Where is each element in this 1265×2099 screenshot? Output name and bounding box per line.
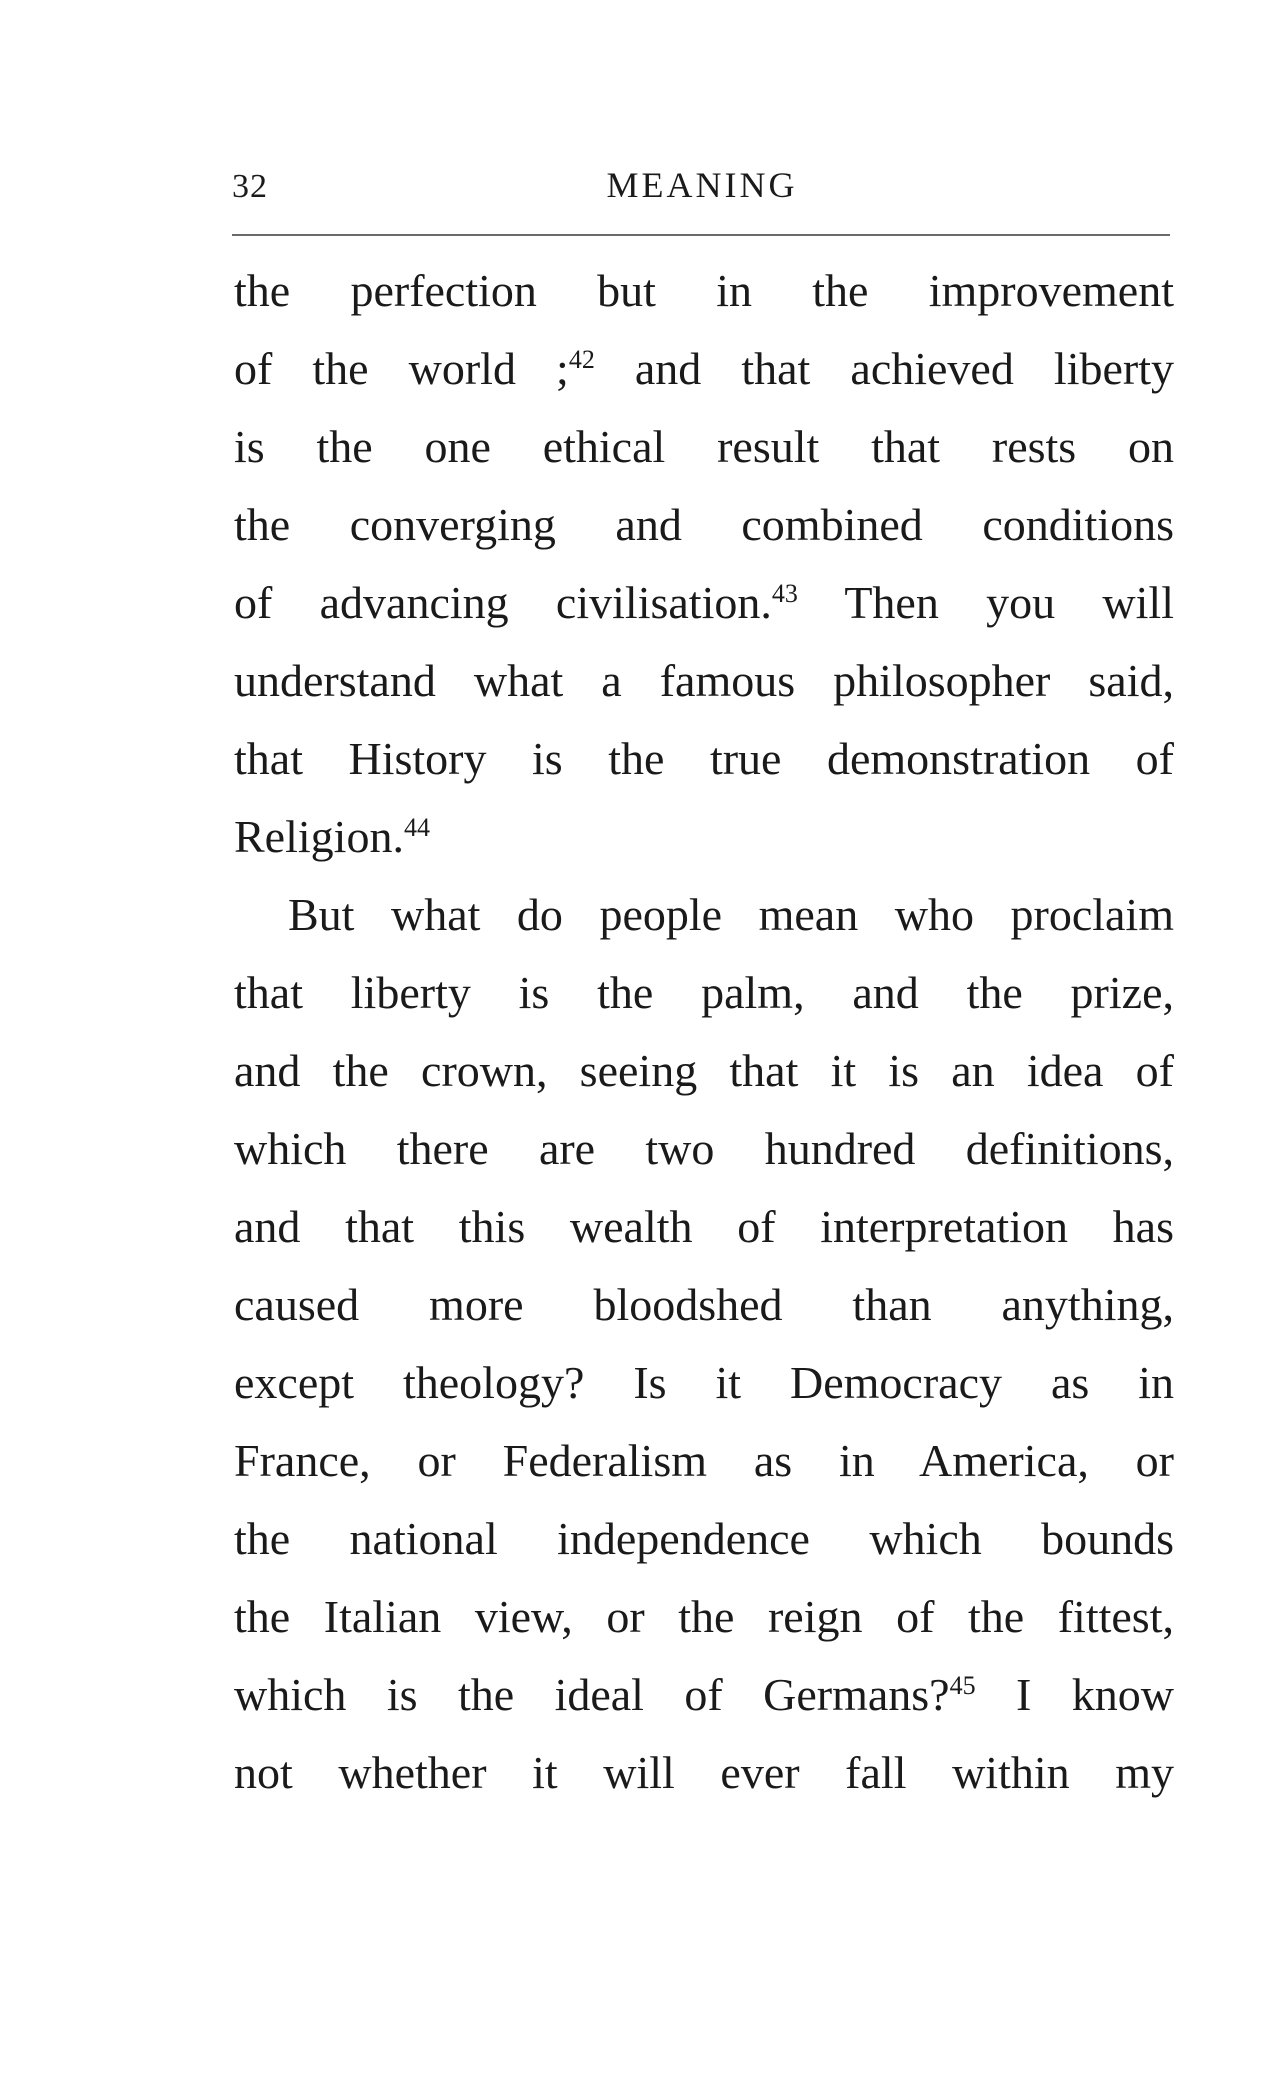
footnote-ref: 43 [771, 579, 798, 608]
text-line: not whether it will ever fall within my [234, 1747, 1174, 1798]
body-text [234, 252, 1174, 1812]
text-line: the perfection but in the improvement [234, 265, 1174, 316]
text-line: of advancing civilisation.$^{43}$ Then you will [234, 577, 1174, 628]
footnote-ref: 42 [568, 345, 595, 374]
text-line: which is the ideal of Germans?$^{45}$ I know [234, 1669, 1174, 1720]
text-line: caused more bloodshed than anything, [234, 1279, 1174, 1330]
footnote-ref: 44 [403, 813, 430, 842]
header-rule [232, 234, 1170, 236]
text-line: Religion.$^{44}$ [234, 811, 430, 862]
running-title: MEANING [606, 165, 798, 205]
footnote-ref: 45 [949, 1671, 976, 1700]
text-line: and the crown, seeing that it is an idea of [234, 1045, 1174, 1096]
text-line: is the one ethical result that rests on [234, 421, 1174, 472]
text-line: that History is the true demonstration of [234, 733, 1174, 784]
page-number: 32 [232, 168, 268, 205]
text-line: and that this wealth of interpretation has [234, 1201, 1174, 1252]
text-line: of the world ;$^{42}$ and that achieved liberty [234, 343, 1174, 394]
text-line: that liberty is the palm, and the prize, [234, 967, 1174, 1018]
text-line: France, or Federalism as in America, or [234, 1435, 1174, 1486]
text-line: understand what a famous philosopher said, [234, 655, 1174, 706]
text-line: the converging and combined conditions [234, 499, 1174, 550]
running-head [232, 160, 1172, 220]
text-line: except theology? Is it Democracy as in [234, 1357, 1174, 1408]
paragraph-start-line: But what do people mean who proclaim [288, 889, 1174, 940]
text-line: the Italian view, or the reign of the fittest, [234, 1591, 1174, 1642]
text-line: the national independence which bounds [234, 1513, 1174, 1564]
text-line: which there are two hundred definitions, [234, 1123, 1174, 1174]
